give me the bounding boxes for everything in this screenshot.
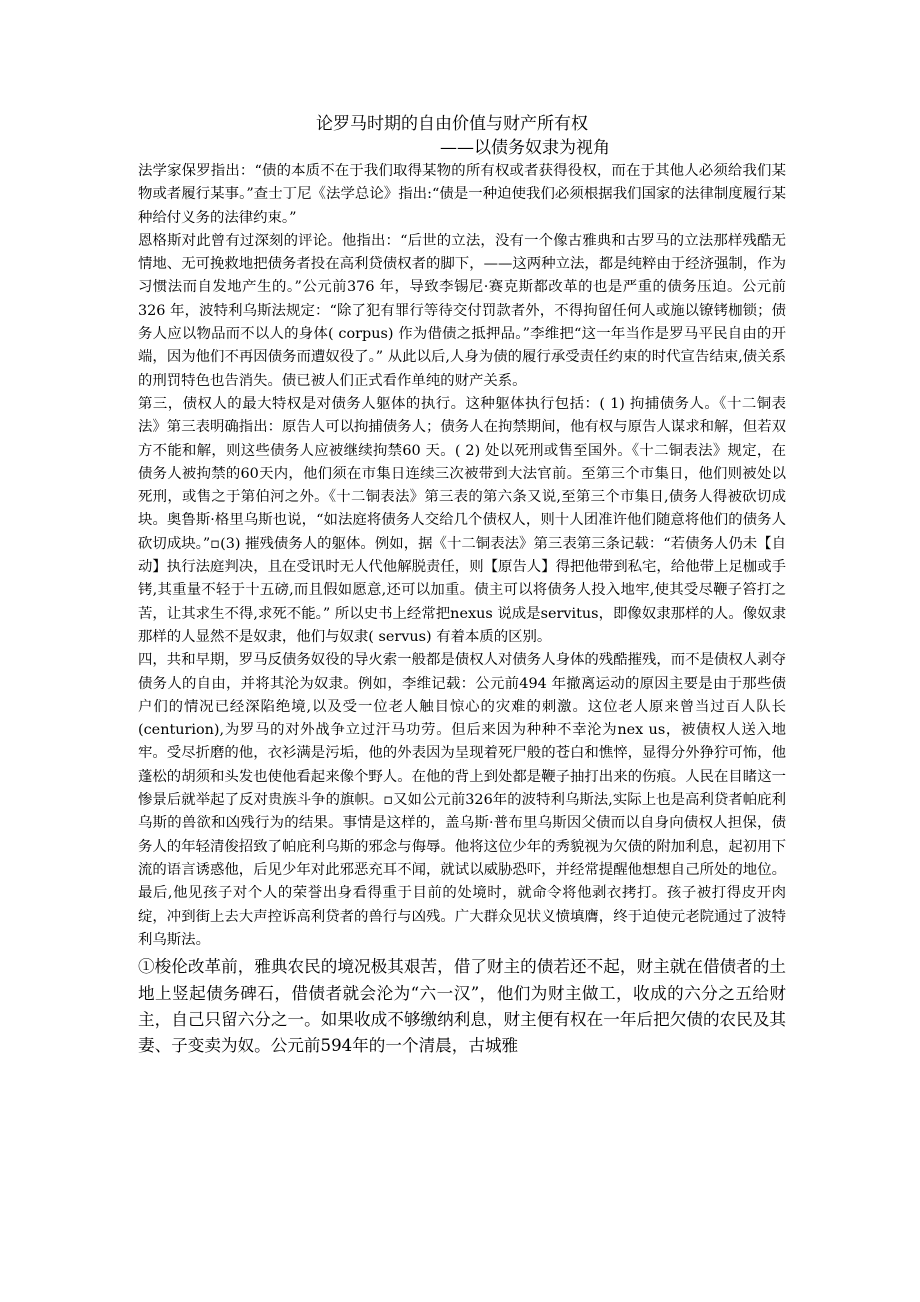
paragraph-creditor-privilege: 第三，债权人的最大特权是对债务人躯体的执行。这种躯体执行包括：( 1) 拘捕债务人。《十二铜表法》第三表明确指出：原告人可以拘捕债务人；债务人在拘禁期间，他有权与原告人谋求和解，但若双方不能和解，则这些债务人应被继续拘禁60 天。( 2) 处以死刑或售至国外。《十二铜表法》规定，在债务人被拘禁的60天内，他们须在市集日连续三次被带到大法官前。至第三个市集日，他们则被处以死刑，或售之于第伯河之外。《十二铜表法》第三表的第六条又说,至第三个市集日,债务人得被砍切成块。奥鲁斯·格里乌斯也说，“如法庭将债务人交给几个债权人，则十人团准许他们随意将他们的债务人砍切成块。”▫(3) 摧残债务人的躯体。例如，据《十二铜表法》第三表第三条记载：“若债务人仍未【自动】执行法庭判决，且在受讯时无人代他解脱责任，则【原告人】得把他带到私宅，给他带上足枷或手铐,其重量不轻于十五磅,而且假如愿意,还可以加重。债主可以将债务人投入地牢,使其受尽鞭子笞打之苦，让其求生不得,求死不能。” 所以史书上经常把nexus 说成是servitus，即像奴隶那样的人。像奴隶那样的人显然不是奴隶，他们与奴隶( servus) 有着本质的区别。 [138, 395, 786, 645]
paragraph-early-republic: 四，共和早期，罗马反债务奴役的导火索一般都是债权人对债务人身体的残酷摧残，而不是债权人剥夺债务人的自由，并将其沦为奴隶。例如，李维记载：公元前494 年撤离运动的原因主要是由于那些债户们的情况已经深陷绝境,以及受一位老人触目惊心的灾难的刺激。这位老人原来曾当过百人队长(centurion),为罗马的对外战争立过汗马功劳。但后来因为种种不幸沦为nex us，被债权人送入地牢。受尽折磨的他，衣衫满是污垢，他的外表因为呈现着死尸般的苍白和憔悴，显得分外狰狞可怖，他蓬松的胡须和头发也使他看起来像个野人。在他的背上到处都是鞭子抽打出来的伤痕。人民在目睹这一惨景后就举起了反对贵族斗争的旗帜。▫又如公元前326年的波特利乌斯法,实际上也是高利贷者帕庇利乌斯的兽欲和凶残行为的结果。事情是这样的，盖乌斯·普布里乌斯因父债而以自身向债权人担保，债务人的年轻清俊招致了帕庇利乌斯的邪念与侮辱。他将这位少年的秀貌视为欠债的附加利息，起初用下流的语言诱惑他，后见少年对此邪恶充耳不闻，就试以威胁恐吓，并经常提醒他想想自己所处的地位。最后,他见孩子对个人的荣誉出身看得重于目前的处境时，就命令将他剥衣拷打。孩子被打得皮开肉绽，冲到街上去大声控诉高利贷者的兽行与凶残。广大群众见状义愤填膺，终于迫使元老院通过了波特利乌斯法。 [138, 652, 786, 948]
document-page [138, 112, 786, 1060]
document-subtitle: ——以债务奴隶为视角 [440, 138, 610, 158]
paragraph-paul-obligation: 法学家保罗指出：“债的本质不在于我们取得某物的所有权或者获得役权，而在于其他人必须给我们某物或者履行某事。”查士丁尼《法学总论》指出:“债是一种迫使我们必须根据我们国家的法律制度履行某种给付义务的法律约束。” [138, 163, 786, 226]
paragraph-engels-comment: 恩格斯对此曾有过深刻的评论。他指出：“后世的立法，没有一个像古雅典和古罗马的立法那样残酷无情地、无可挽救地把债务者投在高利贷债权者的脚下，——这两种立法，都是纯粹由于经济强制，作为习惯法而自发地产生的。”公元前376 年，导致李锡尼·赛克斯都改革的也是严重的债务压迫。公元前326 年，波特利乌斯法规定：“除了犯有罪行等待交付罚款者外，不得拘留任何人或施以镣铐枷锁；债务人应以物品而不以人的身体( corpus) 作为借债之抵押品。”李维把“这一年当作是罗马平民自由的开端，因为他们不再因债务而遭奴役了。” 从此以后,人身为债的履行承受责任约束的时代宣告结束,债关系的刑罚特色也告消失。债已被人们正式看作单纯的财产关系。 [138, 232, 786, 389]
paragraph-footnote-solon: ①梭伦改革前，雅典农民的境况极其艰苦，借了财主的债若还不起，财主就在借债者的土地上竖起债务碑石，借债者就会沦为“六一汉”，他们为财主做工，收成的六分之五给财主，自己只留六分之一。如果收成不够缴纳利息，财主便有权在一年后把欠债的农民及其妻、子变卖为奴。公元前594年的一个清晨，古城雅 [138, 957, 786, 1056]
document-title: 论罗马时期的自由价值与财产所有权 [316, 114, 588, 134]
